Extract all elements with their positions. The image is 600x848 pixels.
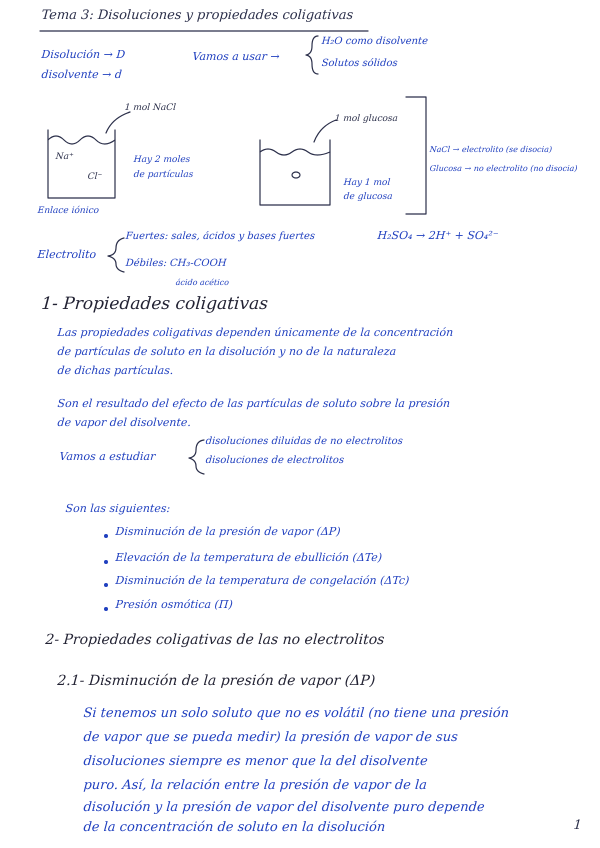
section-2-p-line-5: disolución y la presión de vapor del disolvente puro depende bbox=[82, 800, 486, 815]
electrolyte-weak: Débiles: CH₃-COOH bbox=[125, 258, 227, 269]
section-1-p2-line-2: de vapor del disolvente. bbox=[57, 416, 192, 429]
left-diagram-caption: Enlace iónico bbox=[37, 206, 100, 216]
notation-disolvente: disolvente → d bbox=[41, 68, 123, 81]
right-arrow bbox=[314, 120, 336, 142]
section-1-p1-line-2: de partículas de soluto en la disolución y no de la naturaleza bbox=[57, 345, 397, 358]
side-note-glucose: Glucosa → no electrolito (no disocia) bbox=[429, 164, 578, 173]
section-1-heading: 1- Propiedades coligativas bbox=[40, 294, 269, 314]
left-diagram-note-2: de partículas bbox=[133, 170, 194, 180]
bullet-item-2: Elevación de la temperatura de ebullición (ΔTe) bbox=[115, 551, 383, 564]
usage-item-solids: Solutos sólidos bbox=[321, 58, 398, 69]
left-arrow bbox=[106, 112, 130, 133]
left-diagram-note-1: Hay 2 moles bbox=[133, 155, 191, 165]
section-2-1-heading: 2.1- Disminución de la presión de vapor (ΔP) bbox=[56, 673, 376, 689]
section-2-p-line-3: disoluciones siempre es menor que la del disolvente bbox=[82, 754, 429, 769]
electrolyte-weak-note: ácido acético bbox=[175, 278, 230, 287]
section-2-p-line-1: Si tenemos un solo soluto que no es volátil (no tiene una presión bbox=[82, 706, 510, 721]
bullet-dot bbox=[104, 583, 108, 587]
bullet-item-1: Disminución de la presión de vapor (ΔP) bbox=[115, 525, 341, 538]
sodium-ion: Na⁺ bbox=[55, 152, 74, 162]
electrolyte-brace bbox=[108, 238, 124, 272]
section-1-p1-line-3: de dichas partículas. bbox=[57, 364, 174, 377]
electrolyte-strong: Fuertes: sales, ácidos y bases fuertes bbox=[125, 231, 316, 242]
glucose-molecule bbox=[292, 172, 300, 178]
section-2-p-line-6: de la concentración de soluto en la disolución bbox=[82, 820, 386, 835]
right-diagram-note-2: de glucosa bbox=[343, 192, 393, 202]
left-beaker bbox=[48, 130, 115, 198]
electrolyte-label: Electrolito bbox=[37, 248, 97, 261]
list-intro: Son las siguientes: bbox=[65, 502, 171, 515]
left-water bbox=[48, 136, 115, 144]
side-note-nacl: NaCl → electrolito (se disocia) bbox=[429, 145, 553, 154]
bullet-item-4: Presión osmótica (Π) bbox=[115, 598, 234, 611]
usage-lead: Vamos a usar → bbox=[192, 50, 281, 63]
section-1-p1-line-1: Las propiedades coligativas dependen únicamente de la concentración bbox=[57, 326, 454, 339]
right-water bbox=[260, 149, 330, 155]
section-2-p-line-2: de vapor que se pueda medir) la presión de vapor de sus bbox=[82, 730, 459, 745]
sulfuric-acid-equation: H₂SO₄ → 2H⁺ + SO₄²⁻ bbox=[377, 229, 499, 242]
usage-item-water: H₂O como disolvente bbox=[321, 36, 429, 47]
comparison-bracket bbox=[406, 97, 426, 214]
section-2-p-line-4: puro. Así, la relación entre la presión de vapor de la bbox=[82, 778, 428, 793]
section-2-heading: 2- Propiedades coligativas de las no electrolitos bbox=[44, 632, 385, 648]
bullet-item-3: Disminución de la temperatura de congelación (ΔTc) bbox=[115, 574, 410, 587]
notation-disolucion: Disolución → D bbox=[41, 48, 126, 61]
left-diagram-label: 1 mol NaCl bbox=[124, 103, 177, 113]
bullet-dot bbox=[104, 534, 108, 538]
page-title: Tema 3: Disoluciones y propiedades coligativas bbox=[40, 8, 354, 23]
chloride-ion: Cl⁻ bbox=[87, 172, 103, 182]
study-brace bbox=[189, 440, 204, 474]
page-number: 1 bbox=[572, 818, 583, 833]
study-item-non-electrolytes: disoluciones diluidas de no electrolitos bbox=[205, 436, 404, 447]
usage-brace bbox=[306, 36, 318, 74]
study-item-electrolytes: disoluciones de electrolitos bbox=[205, 455, 345, 466]
right-diagram-label: 1 mol glucosa bbox=[334, 114, 399, 124]
section-1-p2-line-1: Son el resultado del efecto de las partículas de soluto sobre la presión bbox=[57, 397, 451, 410]
bullet-dot bbox=[104, 607, 108, 611]
bullet-dot bbox=[104, 560, 108, 564]
right-diagram-note-1: Hay 1 mol bbox=[343, 178, 391, 188]
study-lead: Vamos a estudiar bbox=[59, 450, 156, 463]
